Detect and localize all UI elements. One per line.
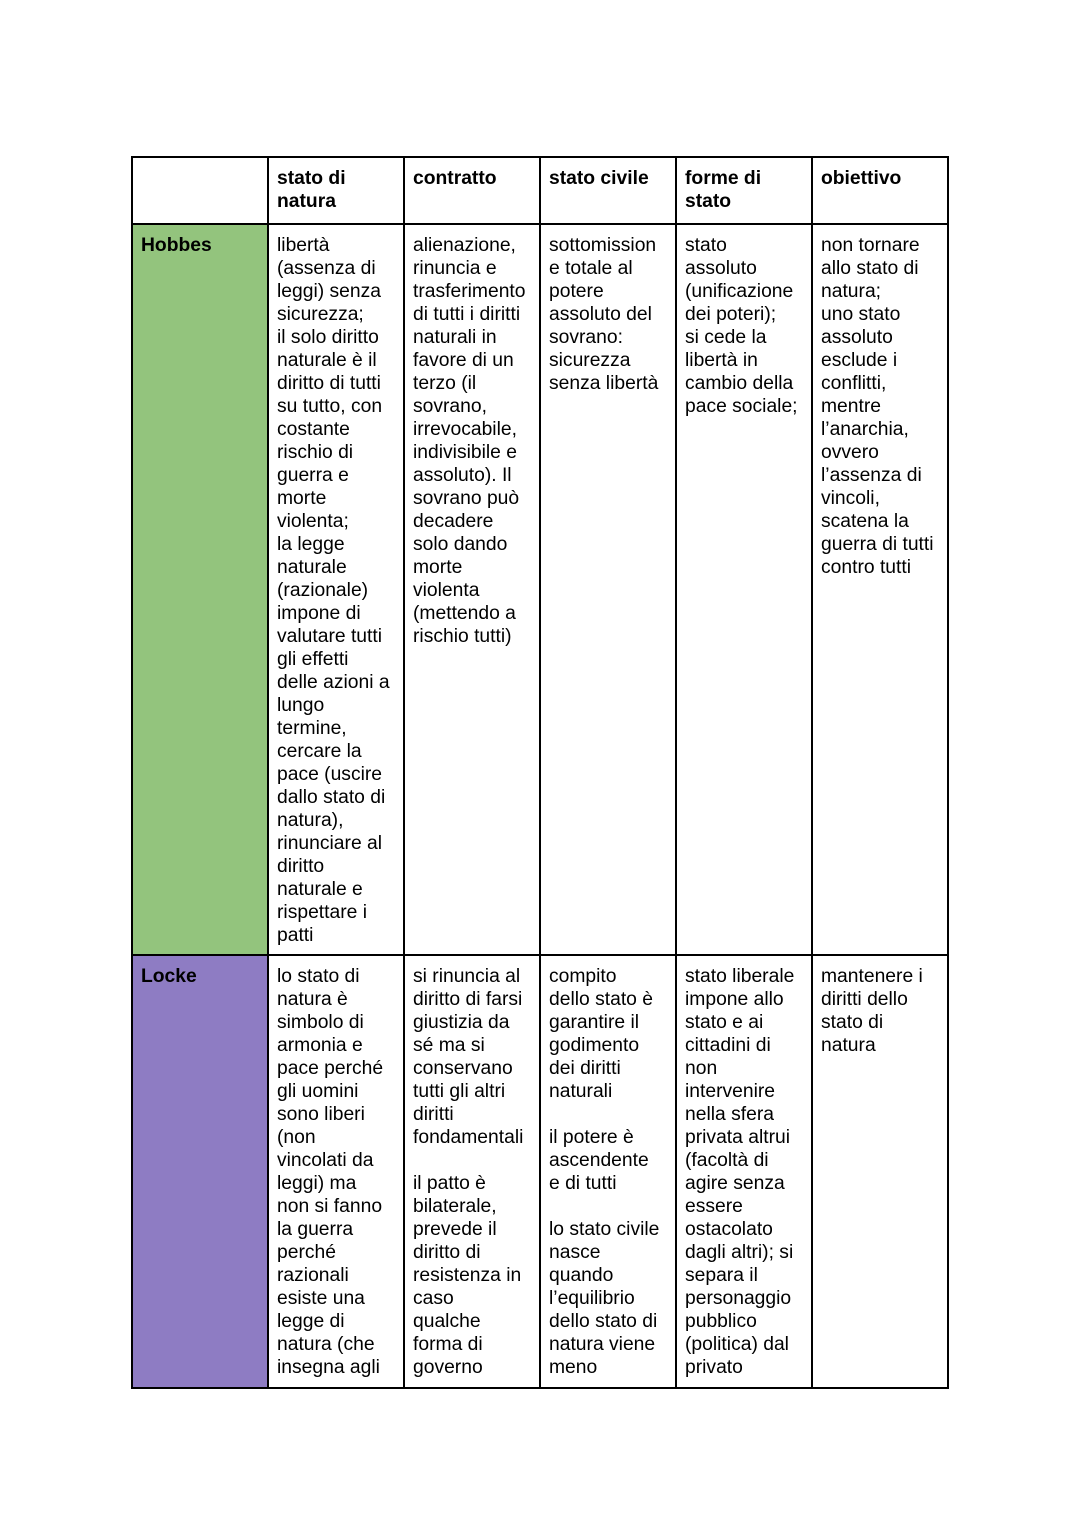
comparison-table: [131, 156, 949, 1389]
table-cell: alienazione, rinuncia e trasferimento di tutti i diritti naturali in favore di un terzo (il sovrano, irrevocabile, indivisibile e assoluto). Il sovrano può decadere solo dando morte violenta (mettendo a rischio tutti): [404, 224, 540, 955]
header-row: [132, 157, 948, 224]
table-row: [132, 955, 948, 1388]
table-cell: stato assoluto (unificazione dei poteri); si cede la libertà in cambio della pace sociale;: [676, 224, 812, 955]
header-cell-stato-di-natura: stato di natura: [268, 157, 404, 224]
table-row: [132, 224, 948, 955]
header-cell-empty: [132, 157, 268, 224]
table-cell: compito dello stato è garantire il godimento dei diritti naturali il potere è ascendente e di tutti lo stato civile nasce quando l’equilibrio dello stato di natura viene meno: [540, 955, 676, 1388]
table-cell: libertà (assenza di leggi) senza sicurezza; il solo diritto naturale è il diritto di tutti su tutto, con costante rischio di guerra e morte violenta; la legge naturale (razionale) impone di valutare tutti gli effetti delle azioni a lungo termine, cercare la pace (uscire dallo stato di natura), rinunciare al diritto naturale e rispettare i patti: [268, 224, 404, 955]
table-cell: stato liberale impone allo stato e ai cittadini di non intervenire nella sfera privata altrui (facoltà di agire senza essere ostacolato dagli altri); si separa il personaggio pubblico (politica) dal privato: [676, 955, 812, 1388]
table-cell: mantenere i diritti dello stato di natura: [812, 955, 948, 1388]
header-cell-obiettivo: obiettivo: [812, 157, 948, 224]
header-cell-stato-civile: stato civile: [540, 157, 676, 224]
row-name-cell: Hobbes: [132, 224, 268, 955]
table-cell: non tornare allo stato di natura; uno stato assoluto esclude i conflitti, mentre l’anarchia, ovvero l’assenza di vincoli, scatena la guerra di tutti contro tutti: [812, 224, 948, 955]
table-cell: lo stato di natura è simbolo di armonia e pace perché gli uomini sono liberi (non vincolati da leggi) ma non si fanno la guerra perché razionali esiste una legge di natura (che insegna agli: [268, 955, 404, 1388]
header-cell-contratto: contratto: [404, 157, 540, 224]
table-cell: si rinuncia al diritto di farsi giustizia da sé ma si conservano tutti gli altri diritti fondamentali il patto è bilaterale, prevede il diritto di resistenza in caso qualche forma di governo: [404, 955, 540, 1388]
table-cell: sottomission e totale al potere assoluto del sovrano: sicurezza senza libertà: [540, 224, 676, 955]
row-name-cell: Locke: [132, 955, 268, 1388]
header-cell-forme-di-stato: forme di stato: [676, 157, 812, 224]
